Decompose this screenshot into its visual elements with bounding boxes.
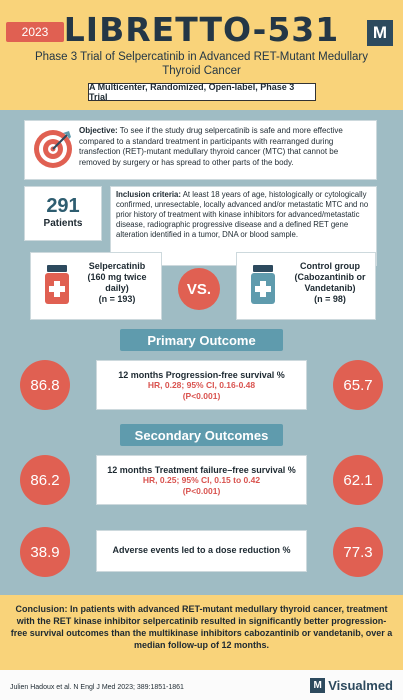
selpercatinib-arm: [30, 252, 162, 320]
brand-name: Visualmed: [328, 678, 393, 693]
primary-outcome-title: 12 months Progression-free survival %: [118, 370, 285, 380]
inclusion-body: At least 18 years of age, histologically or cytologically confirmed, unresectable, locally advanced and/or metastatic MTC and no prior history of treatment with kinase inhibitors for advanced/metastatic disease, radiographic progressive disease and a defined RET gene alteration identified in a tumor, DNA or blood sample.: [116, 190, 369, 239]
subtitle: Phase 3 Trial of Selpercatinib in Advanced RET-Mutant Medullary Thyroid Cancer: [34, 51, 369, 77]
patient-count: 291: [46, 195, 80, 217]
primary-outcome-hr: HR, 0.28; 95% CI, 0.16-0.48: [147, 380, 256, 390]
objective-label: Objective:: [79, 126, 118, 135]
inclusion-text: [111, 187, 376, 243]
patient-count-label: Patients: [43, 218, 83, 229]
vs-badge: VS.: [178, 268, 220, 310]
medicine-bottle-icon: [43, 265, 71, 305]
secondary-outcomes-label: Secondary Outcomes: [120, 424, 283, 446]
secondary1-p: (P<0.001): [182, 486, 221, 496]
brand: [310, 678, 393, 693]
objective-body: To see if the study drug selpercatinib is safe and more effective compared to a standard treatment in participants with rearranged during transfection (RET)-mutant medullary thyroid cancer (MTC) that cannot be removed by surgery or has spread to other parts of the body.: [79, 126, 343, 167]
objective-text: [79, 126, 370, 168]
secondary1-right-value: 62.1: [333, 455, 383, 505]
brand-m-icon: M: [310, 678, 325, 693]
page-title: LIBRETTO-531: [63, 10, 340, 49]
control-arm: [236, 252, 376, 320]
main-panel: [0, 110, 403, 595]
year-badge: 2023: [6, 22, 64, 42]
header: [0, 0, 403, 110]
conclusion-label: Conclusion:: [15, 604, 68, 614]
secondary1-hr: HR, 0.25; 95% CI, 0.15 to 0.42: [142, 475, 261, 485]
secondary-outcome-box-1: [96, 455, 307, 505]
primary-outcome-label: Primary Outcome: [120, 329, 283, 351]
primary-outcome-p: (P<0.001): [182, 391, 221, 401]
trial-design-label: A Multicenter, Randomized, Open-label, Phase 3 Trial: [88, 83, 316, 101]
target-icon: [33, 129, 73, 169]
arm-left-dose: (160 mg twice daily): [87, 272, 147, 293]
secondary-outcome-box-2: [96, 530, 307, 572]
secondary2-right-value: 77.3: [333, 527, 383, 577]
medicine-bottle-icon: [249, 265, 277, 305]
brand-logo-icon: M: [367, 20, 393, 46]
control-arm-text: [289, 261, 371, 305]
secondary2-left-value: 38.9: [20, 527, 70, 577]
secondary1-left-value: 86.2: [20, 455, 70, 505]
selpercatinib-arm-text: [77, 261, 157, 305]
arm-left-n: (n = 193): [98, 294, 136, 304]
arm-right-n: (n = 98): [314, 294, 346, 304]
arm-right-drugs: (Cabozantinib or Vandetanib): [294, 272, 366, 293]
conclusion-text: In patients with advanced RET-mutant medullary thyroid cancer, treatment with the RET kinase inhibitor selpercatinib resulted in significantly better progression-free survival outcomes than the multikinase inhibitors cabozantinib or vandetanib, over a median follow-up of 12 months.: [10, 604, 393, 650]
patient-count-box: [24, 186, 102, 241]
secondary1-title: 12 months Treatment failure–free survival %: [107, 465, 296, 475]
primary-left-value: 86.8: [20, 360, 70, 410]
citation: Julien Hadoux et al. N Engl J Med 2023; 389:1851-1861: [10, 684, 184, 691]
primary-outcome-box: [96, 360, 307, 410]
secondary2-title: Adverse events led to a dose reduction %: [112, 545, 291, 555]
primary-right-value: 65.7: [333, 360, 383, 410]
arm-left-name: Selpercatinib: [88, 261, 146, 271]
inclusion-label: Inclusion criteria:: [116, 190, 181, 199]
conclusion-box: [0, 595, 403, 670]
arm-right-name: Control group: [300, 261, 360, 271]
objective-box: [24, 120, 377, 180]
